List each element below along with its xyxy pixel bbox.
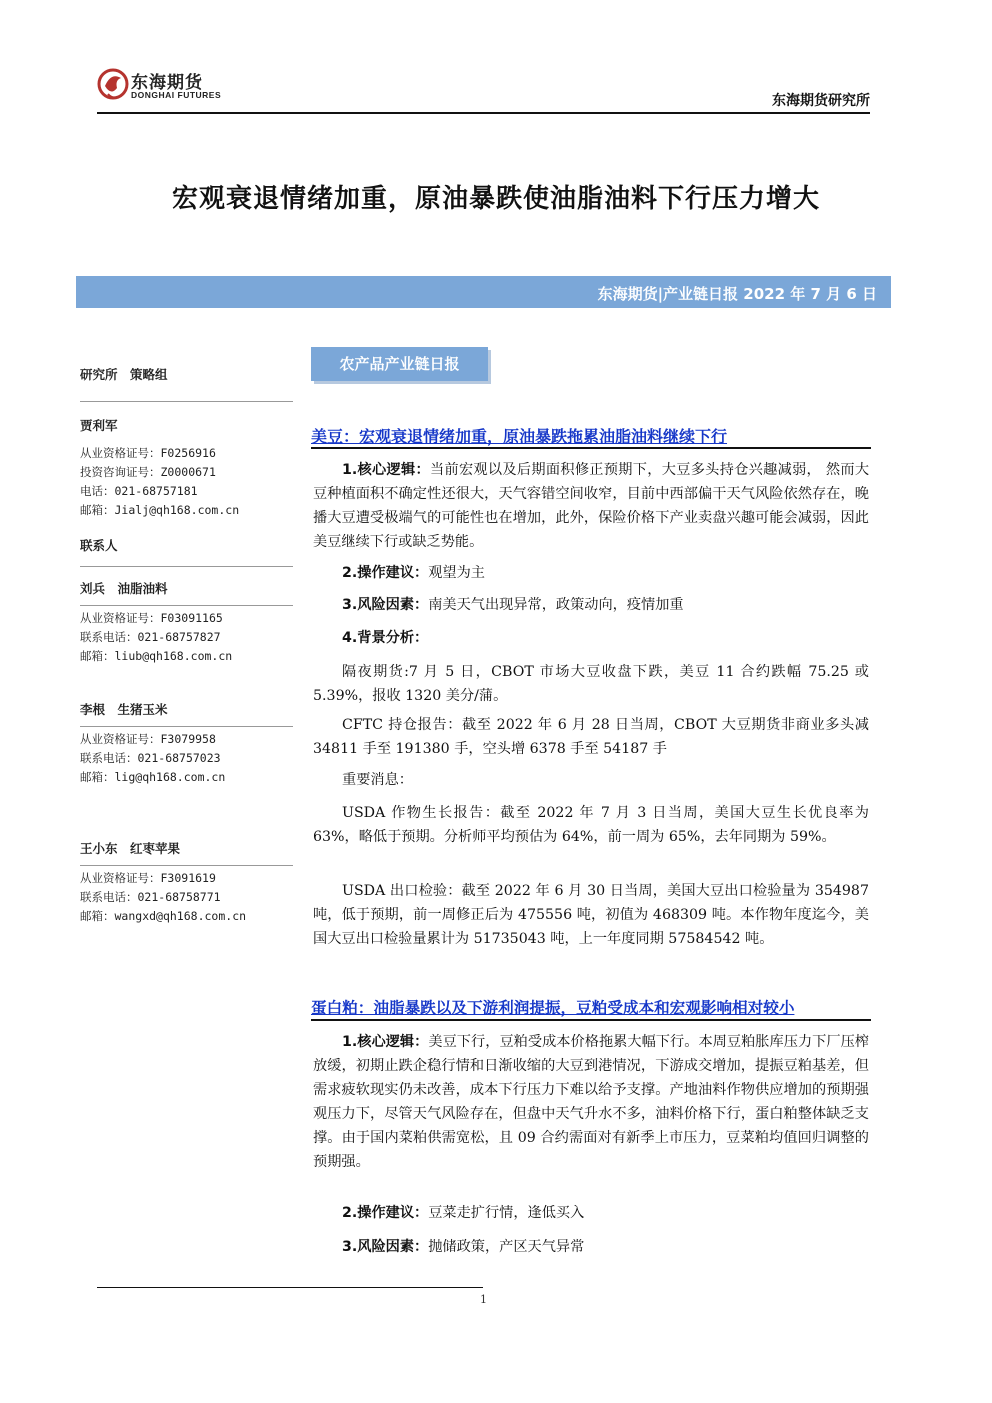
contact-cert: 从业资格证号：F03091165 (80, 611, 223, 625)
section-divider (311, 1019, 871, 1021)
report-banner (76, 276, 891, 308)
contact-phone: 联系电话：021-68758771 (80, 890, 221, 904)
author-consult-cert: 投资咨询证号：Z0000671 (80, 465, 216, 479)
risk-text: 抛储政策，产区天气异常 (428, 1239, 585, 1255)
section-divider (311, 447, 871, 449)
author-phone: 电话：021-68757181 (80, 484, 198, 498)
core-logic-label: 1.核心逻辑： (342, 462, 430, 478)
contact-email[interactable]: 邮箱：lig@qh168.com.cn (80, 770, 226, 784)
contact-email[interactable]: 邮箱：wangxd@qh168.com.cn (80, 909, 247, 923)
contact-name: 李根 生猪玉米 (80, 702, 168, 717)
contact-name: 刘兵 油脂油料 (80, 581, 168, 596)
advice-label: 2.操作建议： (342, 565, 429, 581)
contact-name: 王小东 红枣苹果 (80, 841, 181, 856)
crop-progress-paragraph: USDA 作物生长报告：截至 2022 年 7 月 3 日当周，美国大豆生长优良率为 63%，略低于预期。分析师平均预估为 64%，前一周为 65%，去年同期为 59%。 (313, 805, 869, 845)
section-title-soybean[interactable]: 美豆：宏观衰退情绪加重，原油暴跌拖累油脂油料继续下行 (311, 427, 728, 446)
contact-cert: 从业资格证号：F3079958 (80, 732, 216, 746)
author-email[interactable]: 邮箱：Jialj@qh168.com.cn (80, 503, 240, 517)
news-heading: 重要消息： (342, 772, 413, 788)
cftc-paragraph: CFTC 持仓报告：截至 2022 年 6 月 28 日当周，CBOT 大豆期货非商业多头减 34811 手至 191380 手，空头增 6378 手至 54187 手 (313, 717, 869, 757)
risk-paragraph (313, 593, 869, 617)
dragon-logo-icon (97, 66, 129, 104)
category-tag: 农产品产业链日报 (311, 347, 488, 381)
background-label: 4.背景分析： (342, 630, 429, 646)
sidebar-divider (80, 865, 293, 866)
page-number: 1 (480, 1293, 487, 1306)
section-title-protein-meal[interactable]: 蛋白粕：油脂暴跌以及下游利润提振，豆粕受成本和宏观影响相对较小 (311, 999, 795, 1017)
sidebar-divider (80, 605, 293, 606)
export-inspection-paragraph: USDA 出口检验：截至 2022 年 6 月 30 日当周，美国大豆出口检验量为 354987 吨，低于预期，前一周修正后为 475556 吨，初值为 468309 吨。本作物年度迄今，美国大豆出口检验量累计为 51735043 吨，上一年度同期 57584542 吨。 (313, 883, 869, 947)
core-logic-text: 美豆下行，豆粕受成本价格拖累大幅下行。本周豆粕胀库压力下厂压榨放缓，初期止跌企稳行情和日渐收缩的大豆到港情况，下游成交增加，提振豆粕基差，但需求疲软现实仍未改善，成本下行压力下难以给予支撑。产地油料作物供应增加的预期强观压力下，尽管天气风险存在，但盘中天气升水不多，油料价格下行，蛋白粕整体缺乏支撑。由于国内菜粕供需宽松，且 09 合约需面对有新季上市压力，豆菜粕均值回归调整的预期强。 (313, 1034, 869, 1170)
contact-email[interactable]: 邮箱：liub@qh168.com.cn (80, 649, 233, 663)
background-heading (313, 626, 869, 650)
advice-text: 豆菜走扩行情，逢低买入 (428, 1205, 585, 1221)
sidebar-divider (80, 726, 293, 727)
advice-paragraph (313, 1201, 869, 1225)
risk-paragraph (313, 1235, 869, 1259)
advice-paragraph (313, 561, 869, 585)
logo-text-en: DONGHAI FUTURES (131, 90, 222, 100)
advice-label: 2.操作建议： (342, 1205, 429, 1221)
contact-cert: 从业资格证号：F3091619 (80, 871, 216, 885)
core-logic-label: 1.核心逻辑： (342, 1034, 429, 1050)
sidebar (80, 365, 293, 926)
core-logic-paragraph (313, 1030, 869, 1198)
sidebar-divider (80, 566, 293, 567)
author-name: 贾利军 (80, 418, 118, 433)
contact-phone: 联系电话：021-68757023 (80, 751, 221, 765)
risk-text: 南美天气出现异常，政策动向，疫情加重 (428, 597, 684, 613)
report-title: 宏观衰退情绪加重，原油暴跌使油脂油料下行压力增大 (171, 184, 820, 214)
sidebar-divider (80, 401, 293, 402)
core-logic-text: 当前宏观以及后期面积修正预期下，大豆多头持仓兴趣减弱， 然而大豆种植面积不确定性还很大，天气容错空间收窄，目前中西部偏干天气风险依然存在，晚播大豆遭受极端气的可能性也在增加，此外，保险价格下产业卖盘兴趣可能会减弱，因此美豆继续下行或缺乏势能。 (313, 462, 870, 550)
header-divider (97, 112, 870, 114)
donghai-logo (97, 66, 232, 108)
advice-text: 观望为主 (428, 565, 485, 581)
contact-phone: 联系电话：021-68757827 (80, 630, 221, 644)
risk-label: 3.风险因素： (342, 597, 429, 613)
institute-name: 东海期货研究所 (772, 93, 870, 109)
contacts-label: 联系人 (80, 538, 118, 553)
author-cert: 从业资格证号：F0256916 (80, 446, 216, 460)
dept-label: 研究所 策略组 (80, 367, 168, 382)
banner-text: 东海期货|产业链日报 2022 年 7 月 6 日 (597, 285, 877, 303)
core-logic-paragraph (313, 458, 869, 554)
logo-text-cn: 东海期货 (131, 73, 203, 93)
overnight-futures-paragraph: 隔夜期货:7 月 5 日，CBOT 市场大豆收盘下跌，美豆 11 合约跌幅 75.25 或 5.39%，报收 1320 美分/蒲。 (313, 664, 869, 704)
footer-divider (97, 1287, 483, 1288)
risk-label: 3.风险因素： (342, 1239, 429, 1255)
